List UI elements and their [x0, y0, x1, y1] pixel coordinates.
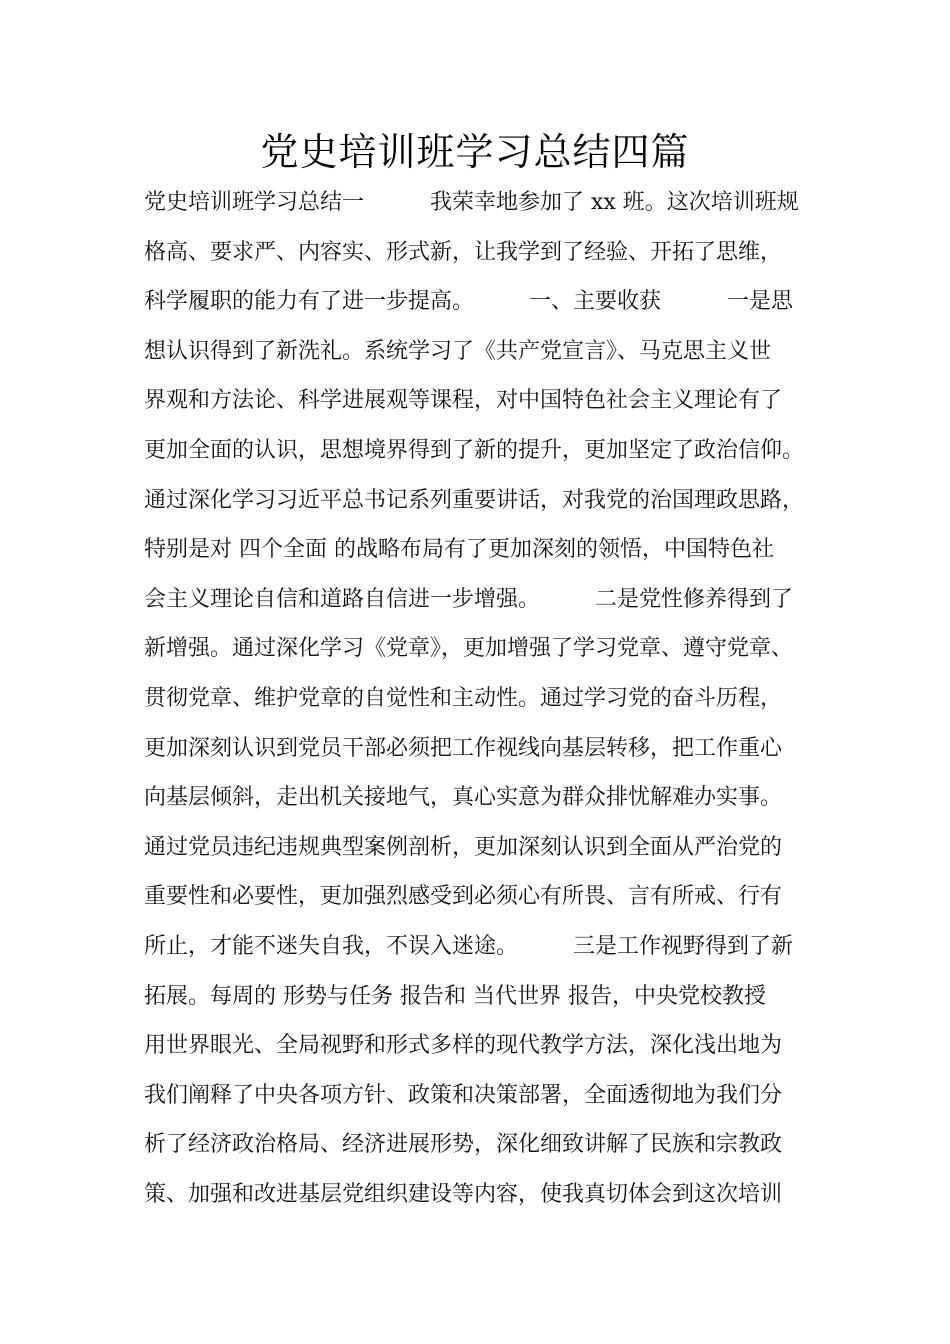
body-line: 向基层倾斜，走出机关接地气，真心实意为群众排忧解难办实事。: [144, 785, 783, 811]
body-line: 格高、要求严、内容实、形式新，让我学到了经验、开拓了思维，: [144, 239, 783, 265]
body-line: 更加深刻认识到党员干部必须把工作视线向基层转移，把工作重心: [144, 735, 783, 761]
body-line: 用世界眼光、全局视野和形式多样的现代教学方法，深化浅出地为: [144, 1033, 783, 1059]
body-line: 贯彻党章、维护党章的自觉性和主动性。通过学习党的奋斗历程，: [144, 685, 783, 711]
body-line: 通过党员违纪违规典型案例剖析，更加深刻认识到全面从严治党的: [144, 834, 783, 860]
body-line: 重要性和必要性，更加强烈感受到必须心有所畏、言有所戒、行有: [144, 884, 783, 910]
body-line: 特别是对 四个全面 的战略布局有了更加深刻的领悟，中国特色社: [144, 537, 774, 563]
body-line: 析了经济政治格局、经济进展形势，深化细致讲解了民族和宗教政: [144, 1132, 783, 1158]
body-line: 界观和方法论、科学进展观等课程，对中国特色社会主义理论有了: [144, 388, 783, 414]
body-line: 想认识得到了新洗礼。系统学习了《共产党宣言》、马克思主义世: [144, 338, 772, 364]
body-line: 新增强。通过深化学习《党章》，更加增强了学习党章、遵守党章、: [144, 636, 794, 662]
body-line: 更加全面的认识，思想境界得到了新的提升，更加坚定了政治信仰。: [144, 437, 805, 463]
body-line: 会主义理论自信和道路自信进一步增强。 二是党性修养得到了: [144, 586, 794, 612]
document-body: [144, 178, 834, 1219]
body-line: 拓展。每周的 形势与任务 报告和 当代世界 报告，中央党校教授: [144, 983, 766, 1009]
body-line: 通过深化学习习近平总书记系列重要讲话，对我党的治国理政思路，: [144, 487, 805, 513]
body-line: 所止，才能不迷失自我，不误入迷途。 三是工作视野得到了新: [144, 933, 794, 959]
body-line: 党史培训班学习总结一 我荣幸地参加了 xx 班。这次培训班规: [144, 190, 799, 215]
document-title: 党史培训班学习总结四篇: [260, 130, 690, 174]
body-line: 科学履职的能力有了进一步提高。 一、主要收获 一是思: [144, 289, 794, 315]
body-line: 我们阐释了中央各项方针、政策和决策部署，全面透彻地为我们分: [144, 1082, 783, 1108]
body-line: 策、加强和改进基层党组织建设等内容，使我真切体会到这次培训: [144, 1181, 783, 1207]
